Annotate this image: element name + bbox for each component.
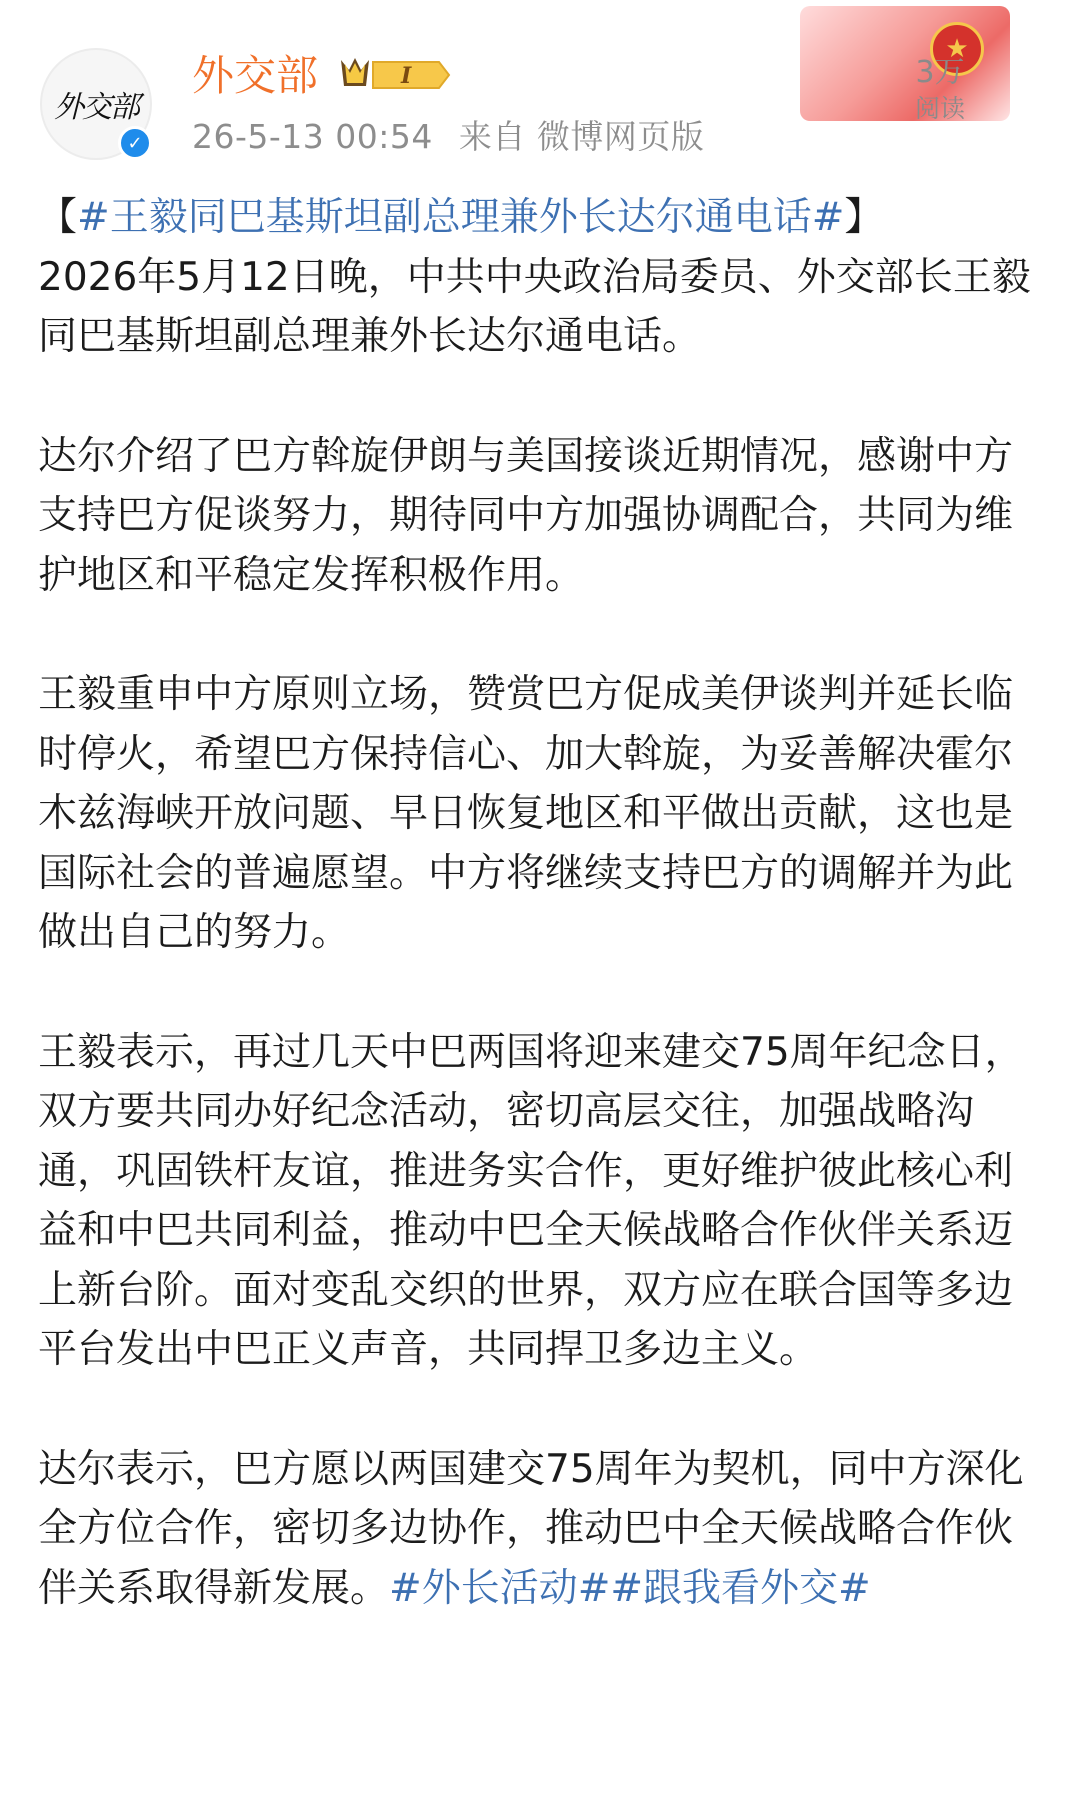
author-name[interactable]: 外交部 (192, 51, 319, 100)
member-badge-icon[interactable] (333, 52, 453, 98)
avatar-calligraphy: 外交部 (54, 90, 138, 125)
paragraph-3: 王毅重申中方原则立场，赞赏巴方促成美伊谈判并延长临时停火，希望巴方保持信心、加大斡旋，为妥善解决霍尔木兹海峡开放问题、早日恢复地区和平做出贡献，这也是国际社会的普遍愿望。中方将继续支持巴方的调解并为此做出自己的努力。 (38, 672, 1014, 955)
title-close-bracket: 】 (844, 195, 884, 240)
topic-tag-follow-me-diplomacy[interactable]: #跟我看外交# (610, 1565, 871, 1611)
title-topic-link[interactable]: #王毅同巴基斯坦副总理兼外长达尔通电话# (77, 195, 845, 240)
topic-tag-foreign-minister-activities[interactable]: #外长活动# (389, 1565, 611, 1611)
source-prefix: 来自 (458, 117, 526, 156)
national-emblem-icon: ★ (930, 22, 984, 76)
post-body (38, 188, 1048, 1618)
paragraph-4: 王毅表示，再过几天中巴两国将迎来建交75周年纪念日，双方要共同办好纪念活动，密切高层交往，加强战略沟通，巩固铁杆友谊，推进务实合作，更好维护彼此核心利益和中巴共同利益，推动中巴全天候战略合作伙伴关系迈上新台阶。面对变乱交织的世界，双方应在联合国等多边平台发出中巴正义声音，共同捍卫多边主义。 (38, 1029, 1024, 1372)
views-count: 3万 (915, 55, 965, 90)
post-title (38, 188, 1048, 248)
paragraph-gap (38, 1380, 1048, 1440)
verified-check-icon: ✓ (118, 126, 152, 160)
paragraph-gap (38, 963, 1048, 1023)
paragraph-5 (38, 1440, 1048, 1619)
paragraph-2: 达尔介绍了巴方斡旋伊朗与美国接谈近期情况，感谢中方支持巴方促谈努力，期待同中方加强协调配合，共同为维护地区和平稳定发挥积极作用。 (38, 433, 1014, 598)
badge-level: I (401, 63, 412, 89)
paragraph-1: 2026年5月12日晚，中共中央政治局委员、外交部长王毅同巴基斯坦副总理兼外长达尔通电话。 (38, 254, 1031, 359)
paragraph-gap (38, 367, 1048, 427)
paragraph-5-text: 达尔表示，巴方愿以两国建交75周年为契机，同中方深化全方位合作，密切多边协作，推动巴中全天候战略合作伙伴关系取得新发展。 (38, 1446, 1024, 1611)
timestamp: 26-5-13 00:54 (192, 117, 433, 156)
post-meta (192, 114, 704, 160)
post-header (0, 0, 1080, 175)
views-label: 阅读 (914, 94, 965, 123)
source-client[interactable]: 微博网页版 (536, 117, 705, 156)
paragraph-gap (38, 605, 1048, 665)
title-open-bracket: 【 (38, 195, 78, 240)
